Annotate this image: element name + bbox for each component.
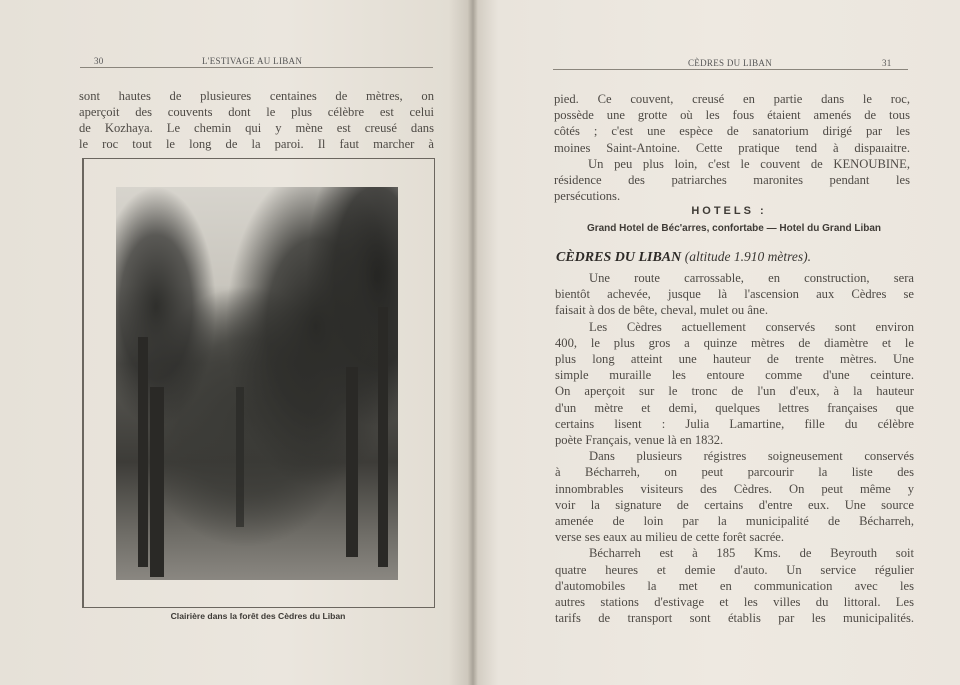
book-gutter: [468, 0, 478, 685]
right-running-head: CÈDRES DU LIBAN: [688, 58, 773, 68]
text-line: amenée de loin par la municipalité de Bécharreh,: [555, 514, 914, 528]
section-subtitle: (altitude 1.910 mètres).: [684, 249, 811, 264]
section-heading: [556, 249, 811, 266]
text-line: à Bécharreh, on peut parcourir la liste des: [555, 465, 914, 480]
hotels-list: Grand Hotel de Béc'arres, confortabe — Hotel du Grand Liban: [586, 223, 882, 234]
text-line: On aperçoit sur le tronc de l'un d'eux, à la hauteur: [555, 384, 914, 399]
text-line: possède une grotte où les fous étaient amenés de tous: [554, 108, 910, 123]
text-line: Un peu plus loin, c'est le couvent de KENOUBINE,: [588, 156, 910, 171]
text-line: 400, le plus gros a quinze mètres de diamètre et le: [555, 335, 914, 350]
text-line: tarifs de transport sont établis par les municipalités.: [555, 611, 914, 626]
right-header-rule: [553, 69, 908, 70]
text-line: plus long atteint une hauteur de trente mètres. Une: [555, 352, 914, 366]
text-line: moines Saint-Antoine. Cette pratique tend à dispaıaitre.: [554, 140, 910, 155]
text-line: Dans plusieurs régistres soigneusement conservés: [589, 449, 914, 464]
text-line: poète Français, venue là en 1832.: [555, 433, 724, 447]
text-line: bientôt achevée, jusque là l'ascension aux Cèdres se: [555, 287, 914, 302]
text-line: Les Cèdres actuellement conservés sont environ: [589, 319, 914, 334]
text-line: voir la signature de certains d'entre eux. Une source: [555, 497, 914, 512]
text-line: le roc tout le long de la paroi. Il faut marcher à: [79, 137, 434, 151]
text-line: autres stations d'estivage et les villes du littoral. Les: [555, 595, 914, 609]
text-line: simple muraille les entoure comme d'une ceinture.: [555, 368, 914, 383]
section-title: CÈDRES DU LIBAN: [556, 250, 682, 265]
text-line: persécutions.: [554, 189, 621, 204]
text-line: de Kozhaya. Le chemin qui y mène est creusé dans: [79, 121, 434, 135]
left-page-number: 30: [94, 56, 104, 66]
left-header-rule: [80, 67, 433, 68]
text-line: quatre heures et demie d'auto. Un service régulier: [555, 562, 914, 577]
text-line: d'un mètre et demi, quelques lettres françaises que: [555, 400, 914, 415]
text-line: résidence des patriarches maronites pendant les: [554, 173, 910, 187]
left-running-head: L'ESTIVAGE AU LIBAN: [202, 56, 303, 66]
text-line: faisait à dos de bête, cheval, mulet ou âne.: [555, 303, 768, 318]
text-line: Une route carrossable, en construction, sera: [589, 271, 914, 285]
right-page-number: 31: [882, 58, 892, 68]
text-line: verse ses eaux au milieu de cette forêt sacrée.: [555, 530, 785, 545]
text-line: innombrables visiteurs des Cèdres. On peut même y: [555, 481, 914, 496]
text-line: pied. Ce couvent, creusé en partie dans le roc,: [554, 92, 910, 106]
text-line: Bécharreh est à 185 Kms. de Beyrouth soit: [589, 546, 914, 561]
hotels-heading: HOTELS :: [691, 205, 767, 217]
text-line: d'automobiles la met en communication avec les: [555, 578, 914, 593]
cedar-forest-photo: [116, 187, 398, 580]
text-line: côtés ; c'est une espèce de sanatorium dirigé par les: [554, 124, 910, 139]
text-line: aperçoit des couvents dont le plus célèbre est celui: [79, 105, 434, 119]
text-line: sont hautes de plusieures centaines de mètres, on: [79, 89, 434, 103]
text-line: certains lisent : Julia Lamartine, fille du célèbre: [555, 416, 914, 431]
figure-caption: Clairière dans la forêt des Cèdres du Liban: [170, 611, 346, 621]
